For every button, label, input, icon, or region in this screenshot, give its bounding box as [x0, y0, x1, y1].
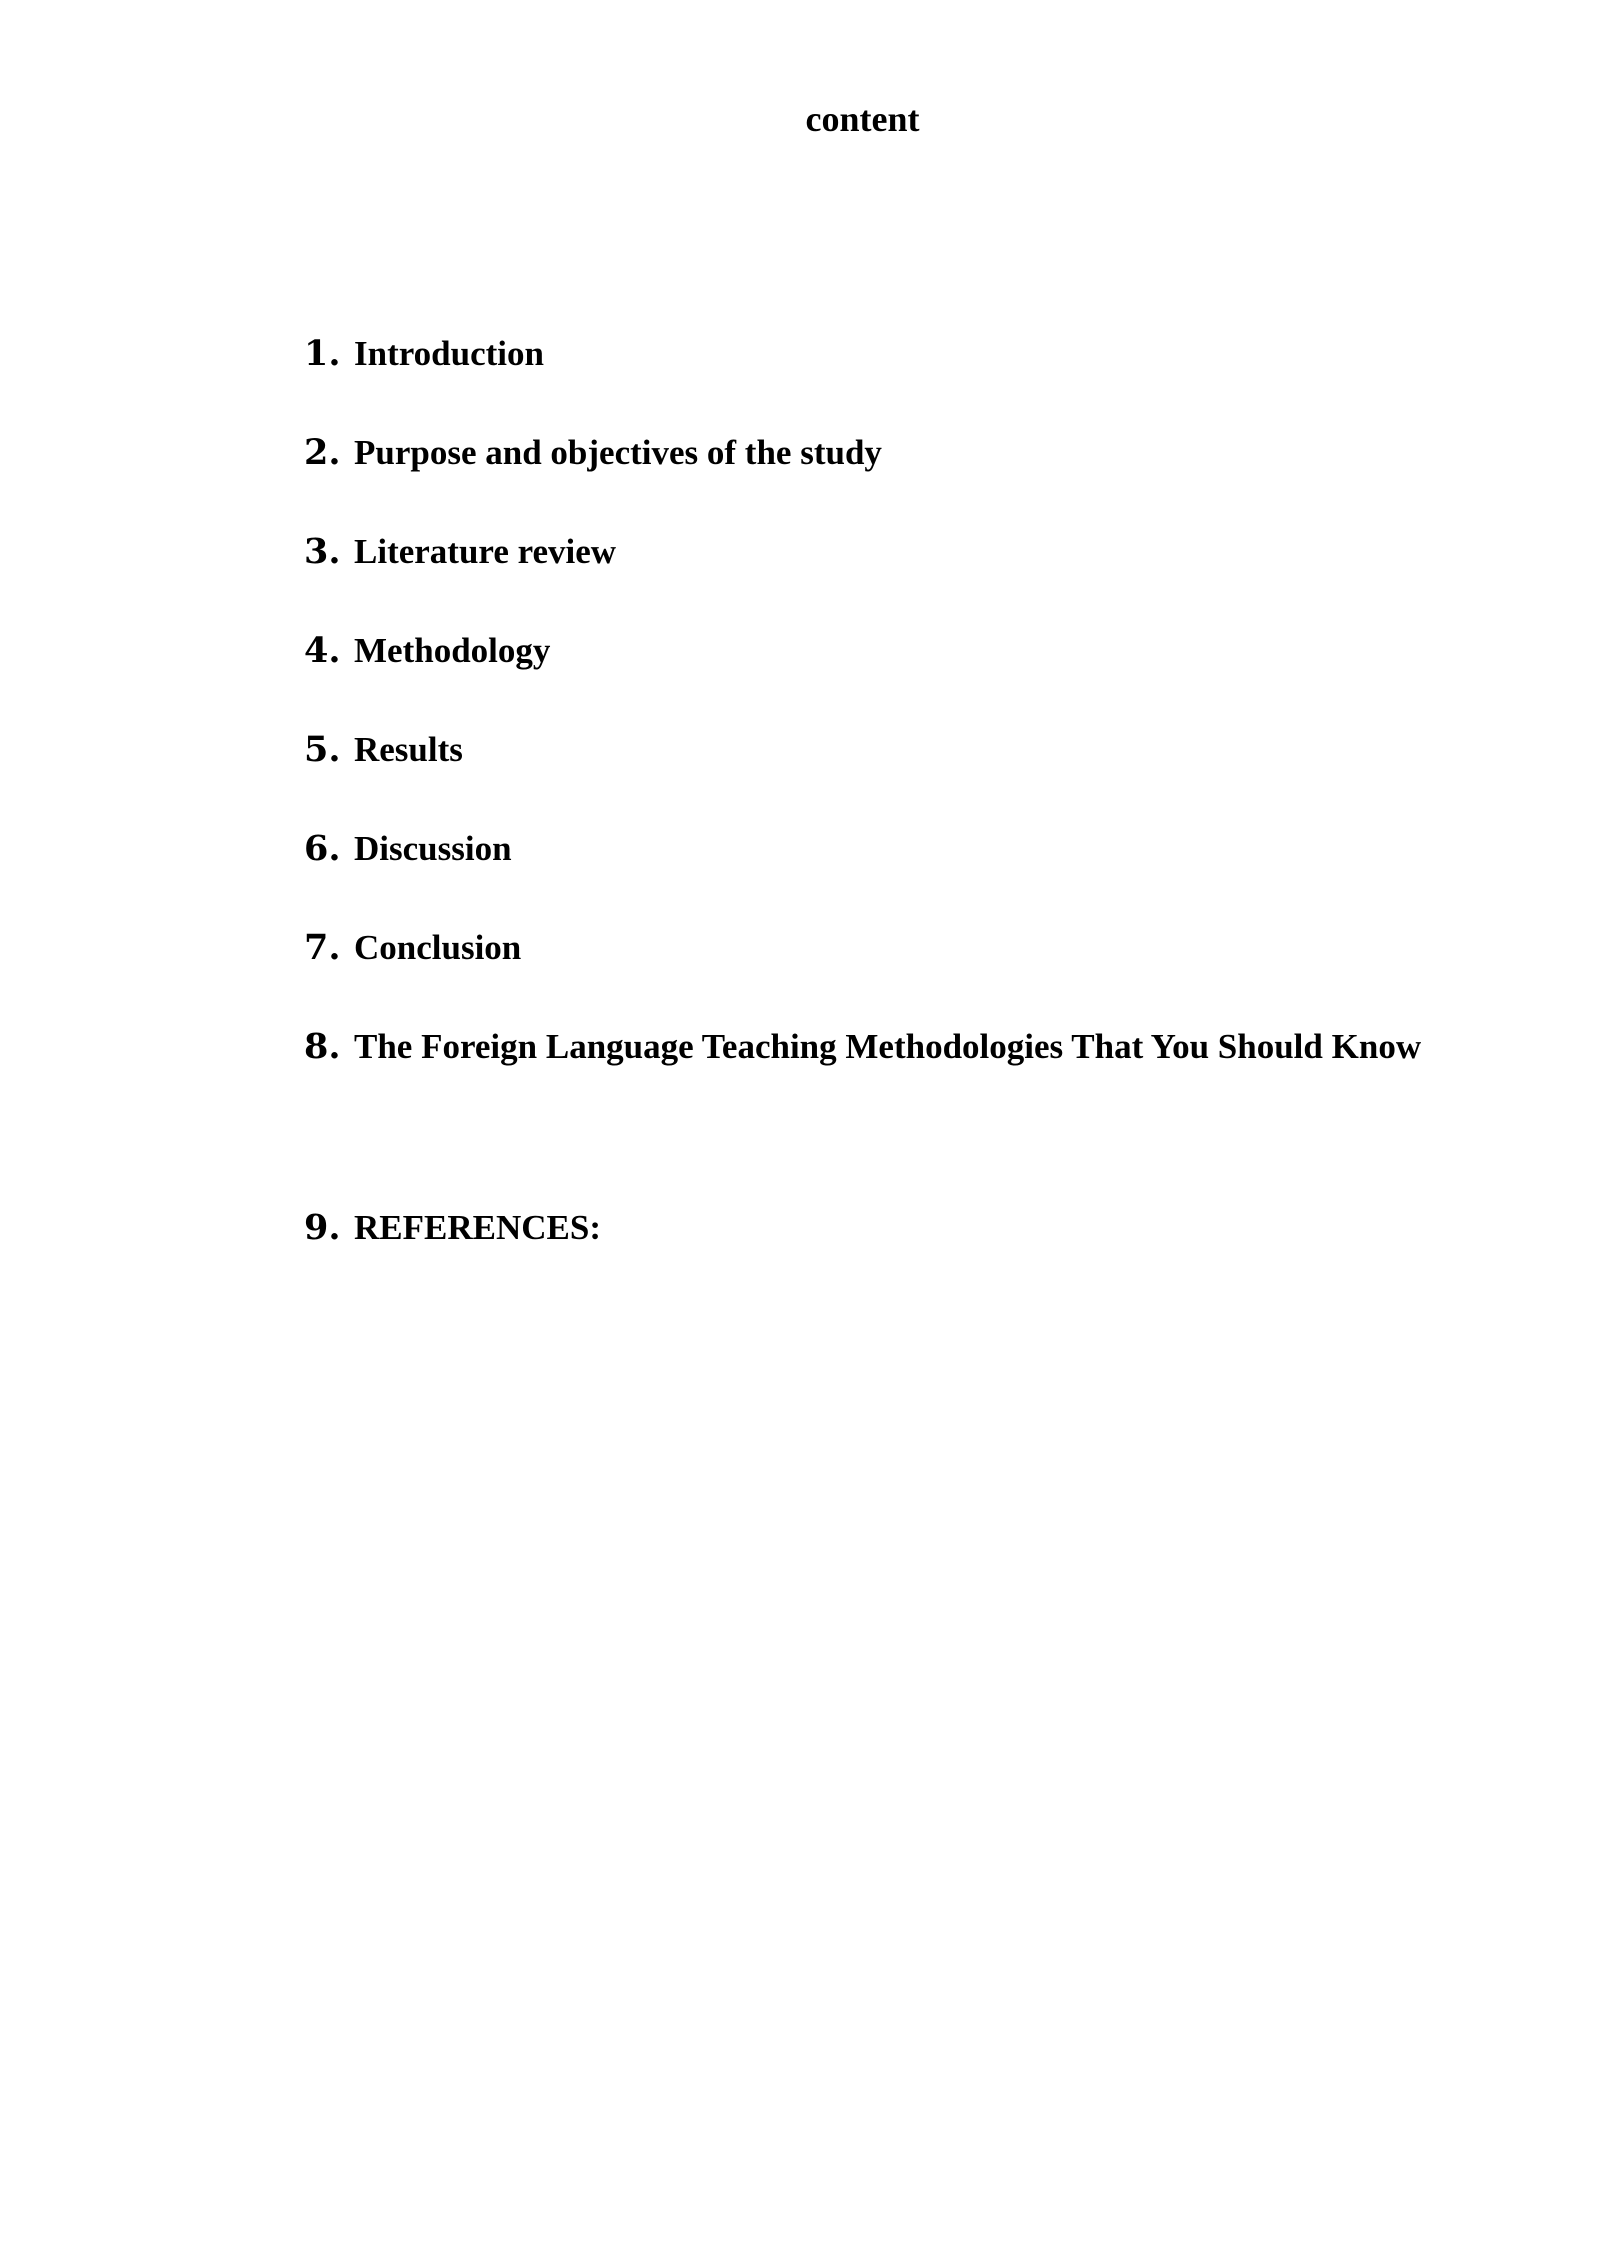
toc-item-number: 6.	[304, 828, 341, 869]
table-of-contents	[304, 310, 1494, 1283]
toc-item-references	[304, 1184, 1494, 1283]
toc-item-label: Literature review	[354, 532, 617, 571]
toc-item-discussion	[304, 805, 1494, 904]
toc-item-number: 7.	[304, 927, 341, 968]
toc-item-number: 9.	[304, 1207, 341, 1248]
toc-item-results	[304, 706, 1494, 805]
toc-item-methodology	[304, 607, 1494, 706]
toc-item-label: Discussion	[354, 829, 512, 868]
page-title: content	[805, 99, 920, 139]
toc-item-number: 1.	[304, 333, 341, 374]
toc-item-introduction	[304, 310, 1494, 409]
toc-item-number: 5.	[304, 729, 341, 770]
toc-item-label: Purpose and objectives of the study	[354, 433, 882, 472]
toc-item-number: 4.	[304, 630, 341, 671]
toc-item-label: Results	[354, 730, 463, 769]
toc-item-number: 3.	[304, 531, 341, 572]
toc-item-number: 2.	[304, 432, 341, 473]
toc-item-label: The Foreign Language Teaching Methodologies That You Should Know	[354, 1027, 1422, 1066]
toc-item-label: REFERENCES:	[354, 1208, 601, 1247]
toc-item-purpose	[304, 409, 1494, 508]
toc-item-literature-review	[304, 508, 1494, 607]
toc-item-number: 8.	[304, 1026, 341, 1067]
toc-item-label: Methodology	[354, 631, 551, 670]
toc-item-label: Conclusion	[354, 928, 522, 967]
toc-item-teaching-methodologies	[304, 1003, 1494, 1184]
toc-item-label: Introduction	[354, 334, 544, 373]
toc-item-conclusion	[304, 904, 1494, 1003]
